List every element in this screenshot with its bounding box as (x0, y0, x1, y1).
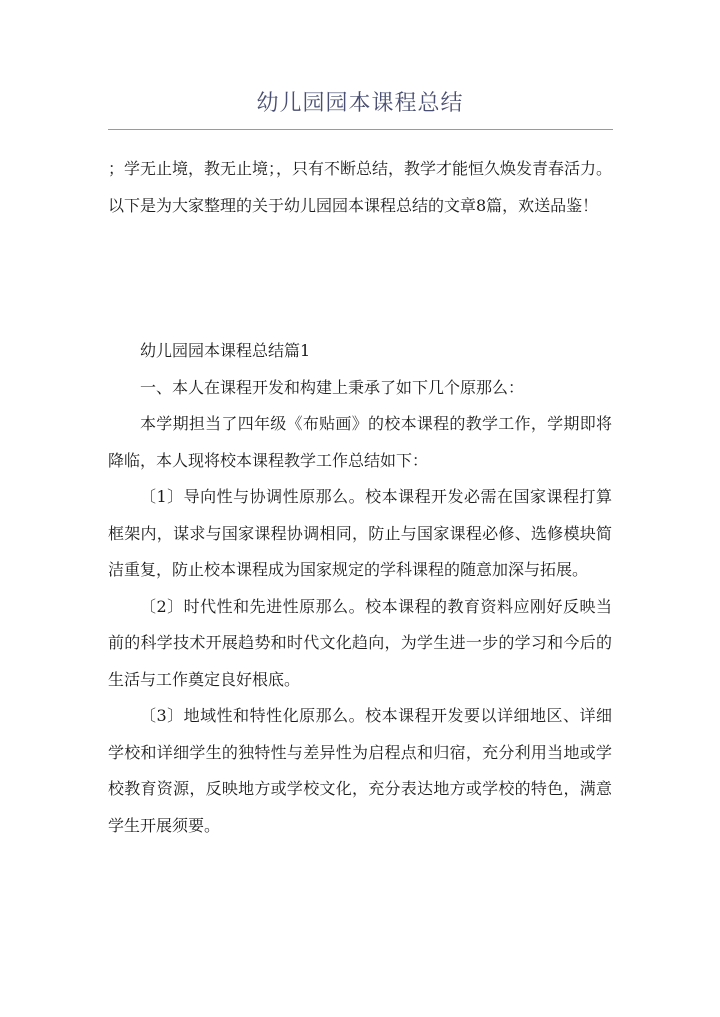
paragraph-1: 本学期担当了四年级《布贴画》的校本课程的教学工作，学期即将降临，本人现将校本课程教学工作总结如下： (108, 414, 612, 470)
list-item-2: 〔2〕时代性和先进性原那么。校本课程的教育资料应刚好反映当前的科学技术开展趋势和时代文化趋向，为学生进一步的学习和今后的生活与工作奠定良好根底。 (108, 596, 612, 689)
section-heading: 幼儿园园本课程总结篇1 (140, 341, 311, 360)
list-item-3: 〔3〕地域性和特性化原那么。校本课程开发要以详细地区、详细学校和详细学生的独特性与差异性为启程点和归宿，充分利用当地或学校教育资源，反映地方或学校文化，充分表达地方或学校的特色，满意学生开展须要。 (108, 706, 612, 835)
list-item-1: 〔1〕导向性与协调性原那么。校本课程开发必需在国家课程打算框架内，谋求与国家课程协调相同，防止与国家课程必修、选修模块简洁重复，防止校本课程成为国家规定的学科课程的随意加深与拓展。 (108, 487, 612, 579)
title-divider (108, 129, 613, 130)
document-body (108, 151, 612, 844)
document-title: 幼儿园园本课程总结 (256, 91, 464, 116)
point-heading: 一、本人在课程开发和构建上秉承了如下几个原那么： (140, 377, 525, 397)
section-spacer (108, 224, 612, 333)
intro-paragraph: ；学无止境，教无止境；，只有不断总结，教学才能恒久焕发青春活力。以下是为大家整理的关于幼儿园园本课程总结的文章8篇，欢送品鉴！ (108, 159, 613, 215)
